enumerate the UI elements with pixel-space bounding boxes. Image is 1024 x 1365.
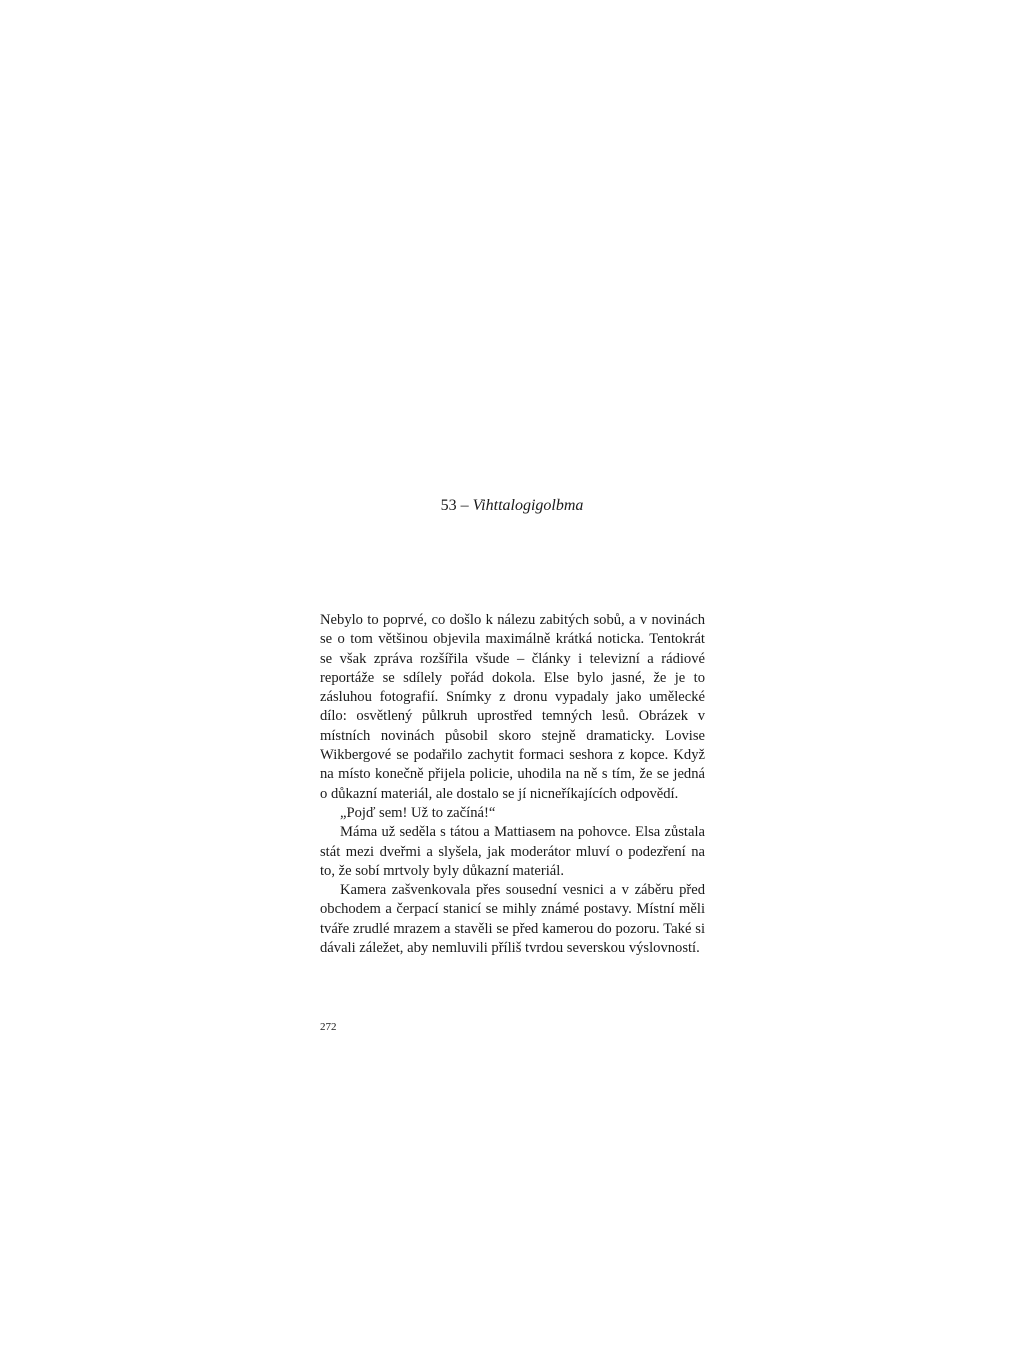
paragraph: Nebylo to poprvé, co došlo k nálezu zabitých sobů, a v novinách se o tom většinou objevila maximálně krátká noticka. Tentokrát se však zpráva rozšířila všude – články i televizní a rádiové reportáže se sdílely pořád dokola. Else bylo jasné, že je to zásluhou fotografií. Snímky z dronu vypadaly jako umělecké dílo: osvětlený půlkruh uprostřed temných lesů. Obrázek v místních novinách působil skoro stejně dramaticky. Lovise Wikbergové se podařilo zachytit formaci seshora z kopce. Když na místo konečně přijela policie, uhodila na ně s tím, že se jedná o důkazní materiál, ale dostalo se jí nicneříkajících odpovědí. xyxy=(320,612,705,802)
paragraph: „Pojď sem! Už to začíná!“ xyxy=(340,804,496,821)
chapter-heading xyxy=(0,495,1024,517)
paragraph: Máma už seděla s tátou a Mattiasem na pohovce. Elsa zůstala stát mezi dveřmi a slyšela, jak moderátor mluví o podezření na to, že sobí mrtvoly byly důkazní materiál. xyxy=(320,824,705,879)
chapter-number: 53 – xyxy=(440,497,473,514)
chapter-body xyxy=(320,611,705,958)
chapter-title: Vihttalogigolbma xyxy=(472,497,584,514)
paragraph: Kamera zašvenkovala přes sousední vesnici a v záběru před obchodem a čerpací stanicí se mihly známé postavy. Místní měli tváře zrudlé mrazem a stavěli se před kamerou do pozoru. Také si dávali záležet, aby nemluvili příliš tvrdou severskou výslovností. xyxy=(320,882,705,957)
page-number: 272 xyxy=(320,1021,337,1033)
